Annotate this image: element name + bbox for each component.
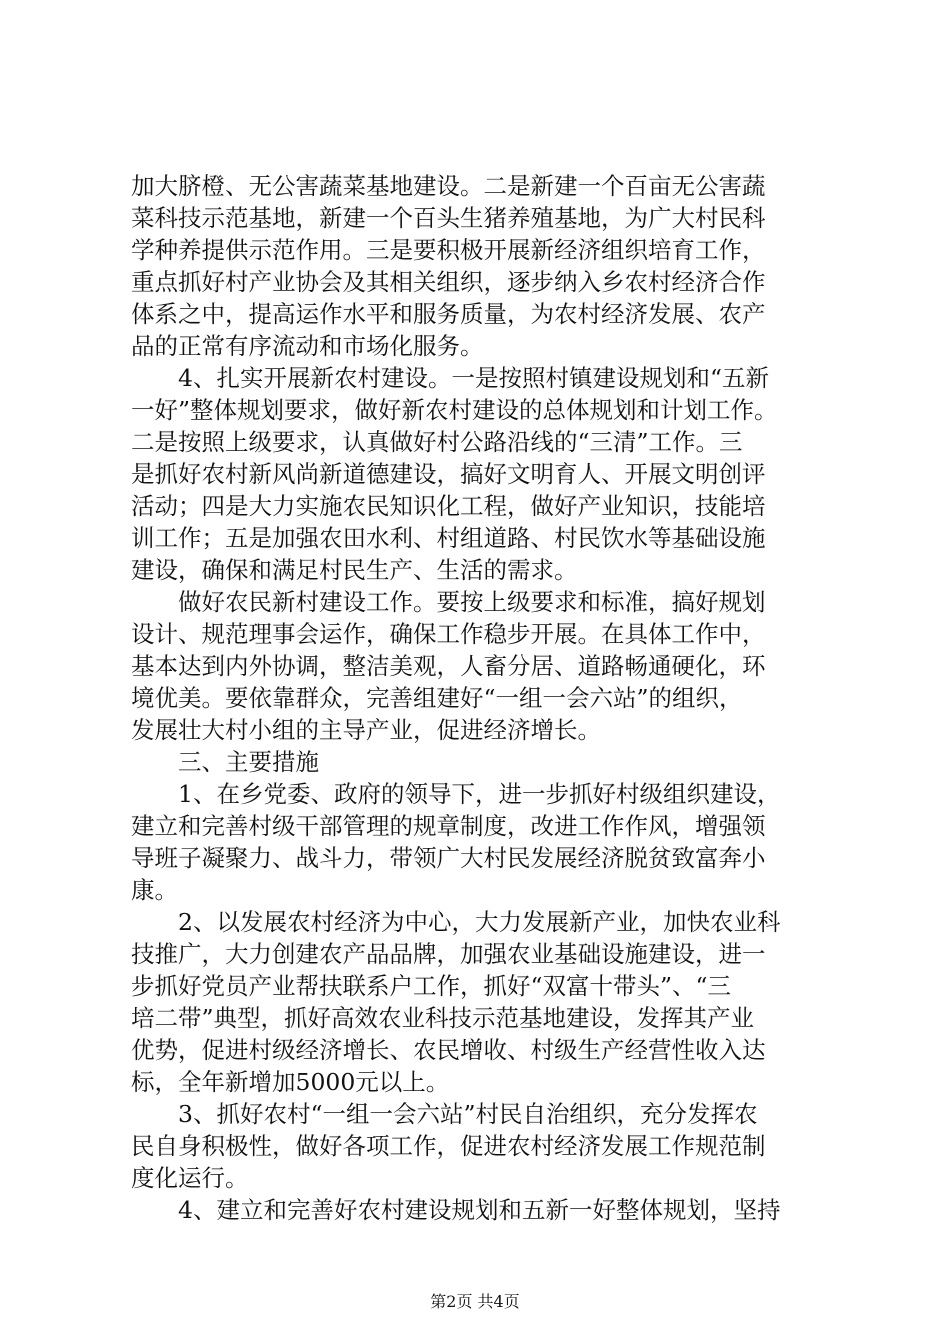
text-line: 4、扎实开展新农村建设。一是按照村镇建设规划和“五新 <box>131 364 769 392</box>
text-line: 设计、规范理事会运作，确保工作稳步开展。在具体工作中， <box>131 620 766 648</box>
text-line: 技推广，大力创建农产品品牌，加强农业基础设施建设，进一 <box>131 940 766 968</box>
text-line: 基本达到内外协调，整洁美观，人畜分居、道路畅通硬化，环 <box>131 652 766 680</box>
text-line: 建设，确保和满足村民生产、生活的需求。 <box>131 556 578 584</box>
document-body <box>131 170 831 1226</box>
text-line: 2、以发展农村经济为中心，大力发展新产业，加快农业科 <box>131 908 781 936</box>
text-line: 培二带”典型，抓好高效农业科技示范基地建设，发挥其产业 <box>131 1004 755 1032</box>
text-line: 境优美。要依靠群众，完善组建好“一组一会六站”的组织， <box>131 684 743 712</box>
text-line: 活动；四是大力实施农民知识化工程，做好产业知识，技能培 <box>131 492 766 520</box>
text-line: 4、建立和完善好农村建设规划和五新一好整体规划，坚持 <box>131 1196 781 1224</box>
text-line: 二是按照上级要求，认真做好村公路沿线的“三清”工作。三 <box>131 428 743 456</box>
text-line: 标，全年新增加5000元以上。 <box>131 1068 450 1096</box>
text-line: 重点抓好村产业协会及其相关组织，逐步纳入乡农村经济合作 <box>131 268 766 296</box>
text-line: 体系之中，提高运作水平和服务质量，为农村经济发展、农产 <box>131 300 766 328</box>
text-line: 菜科技示范基地，新建一个百头生猪养殖基地，为广大村民科 <box>131 204 766 232</box>
text-line: 3、抓好农村“一组一会六站”村民自治组织，充分发挥农 <box>131 1100 758 1128</box>
text-line: 品的正常有序流动和市场化服务。 <box>131 332 484 360</box>
text-line: 加大脐橙、无公害蔬菜基地建设。二是新建一个百亩无公害蔬 <box>131 172 766 200</box>
text-line: 优势，促进村级经济增长、农民增收、村级生产经营性收入达 <box>131 1036 766 1064</box>
text-line: 训工作；五是加强农田水利、村组道路、村民饮水等基础设施 <box>131 524 766 552</box>
text-line: 是抓好农村新风尚新道德建设，搞好文明育人、开展文明创评 <box>131 460 766 488</box>
page-footer: 第2页 共4页 <box>430 1292 520 1311</box>
text-line: 发展壮大村小组的主导产业，促进经济增长。 <box>131 716 601 744</box>
text-line: 导班子凝聚力、战斗力，带领广大村民发展经济脱贫致富奔小 <box>131 844 766 872</box>
text-line: 民自身积极性，做好各项工作，促进农村经济发展工作规范制 <box>131 1132 766 1160</box>
text-line: 建立和完善村级干部管理的规章制度，改进工作作风，增强领 <box>131 812 766 840</box>
text-line: 度化运行。 <box>131 1164 249 1192</box>
text-line: 康。 <box>131 876 178 904</box>
text-line: 步抓好党员产业帮扶联系户工作，抓好“双富十带头”、“三 <box>131 972 732 1000</box>
text-line: 学种养提供示范作用。三是要积极开展新经济组织培育工作， <box>131 236 766 264</box>
text-line: 一好”整体规划要求，做好新农村建设的总体规划和计划工作。 <box>131 396 778 424</box>
text-line: 三、主要措施 <box>131 748 319 776</box>
text-line: 1、在乡党委、政府的领导下，进一步抓好村级组织建设， <box>131 780 781 808</box>
text-line: 做好农民新村建设工作。要按上级要求和标准，搞好规划 <box>131 588 766 616</box>
